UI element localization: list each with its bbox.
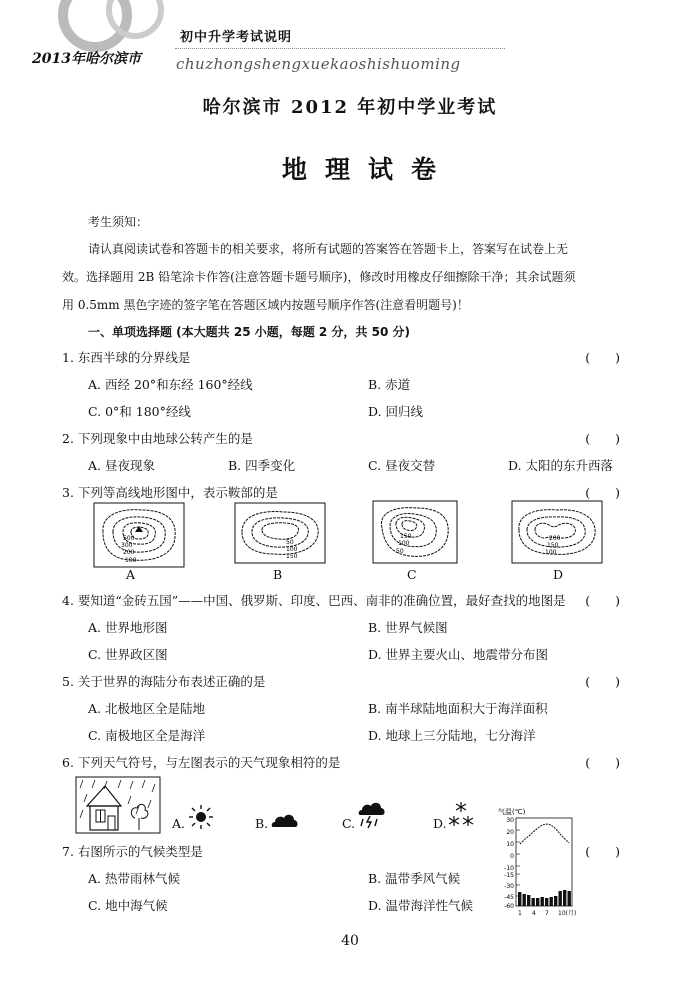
question-1-option-a: A. 西经 20°和东经 160°经线 <box>88 377 253 392</box>
section-heading: 一、单项选择题 (本大题共 25 小题，每题 2 分，共 50 分) <box>88 325 410 339</box>
temp-tick: -10 <box>504 865 514 872</box>
precip-bar <box>527 895 530 906</box>
x-tick: 10(月) <box>558 910 577 917</box>
contour-label: 150 <box>547 542 559 549</box>
contour-map-c <box>372 500 458 564</box>
question-2-option-c: C. 昼夜交替 <box>368 458 436 473</box>
contour-map-d <box>511 500 603 564</box>
contour-label: 100 <box>286 546 298 553</box>
contour-map-a <box>93 502 185 568</box>
notice-heading: 考生须知： <box>88 215 149 229</box>
temp-tick: 10 <box>506 841 514 848</box>
x-tick: 1 <box>518 910 522 917</box>
question-2-stem: 2. 下列现象中由地球公转产生的是 <box>62 431 253 446</box>
contour-label: 50 <box>396 548 404 555</box>
precip-bar <box>518 892 521 906</box>
precip-bar <box>559 891 562 906</box>
contour-label: 300 <box>121 542 133 549</box>
precip-bar <box>563 890 566 906</box>
question-5-option-a: A. 北极地区全是陆地 <box>88 701 205 716</box>
contour-label: 100 <box>125 557 137 564</box>
question-7-answer-paren: ( ) <box>585 844 620 859</box>
question-1-option-b: B. 赤道 <box>368 377 411 392</box>
contour-label: 200 <box>549 535 561 542</box>
precip-tick: -45 <box>504 894 514 901</box>
question-6-option-d: D. <box>433 816 447 831</box>
temperature-line <box>520 824 569 844</box>
header-year-label: 2013年哈尔滨市 <box>32 51 141 67</box>
precip-bar <box>545 898 548 906</box>
question-7-option-a: A. 热带雨林气候 <box>88 871 180 886</box>
header-divider <box>175 48 505 49</box>
question-1-stem: 1. 东西半球的分界线是 <box>62 350 191 365</box>
question-4-stem: 4. 要知道“金砖五国”——中国、俄罗斯、印度、巴西、南非的准确位置，最好查找的地图是 <box>62 593 566 608</box>
question-4-answer-paren: ( ) <box>585 593 620 608</box>
question-6-option-a: A. <box>172 816 186 831</box>
exam-subject: 地理试卷 <box>281 155 454 184</box>
contour-label: 100 <box>398 540 410 547</box>
climate-chart-ylabel: 气温(℃) <box>498 808 526 816</box>
question-2-option-a: A. 昼夜现象 <box>88 458 155 473</box>
question-7-option-d: D. 温带海洋性气候 <box>368 898 474 913</box>
question-7-option-b: B. 温带季风气候 <box>368 871 461 886</box>
question-5-option-d: D. 地球上三分陆地，七分海洋 <box>368 728 536 743</box>
precip-bar <box>568 891 571 906</box>
contour-label: 50 <box>286 539 294 546</box>
question-4-option-b: B. 世界气候图 <box>368 620 448 635</box>
question-2-option-d: D. 太阳的东升西落 <box>508 458 614 473</box>
temp-tick: 0 <box>510 853 514 860</box>
question-3-option-d: D <box>553 567 564 582</box>
header-series-title: 初中升学考试说明 <box>180 30 293 45</box>
precip-bar <box>550 897 553 906</box>
precip-bar <box>541 897 544 906</box>
contour-label: 150 <box>400 533 412 540</box>
question-6-option-b: B. <box>255 816 269 831</box>
precip-bar <box>554 896 557 906</box>
header-pinyin: chuzhongshengxuekaoshishuoming <box>176 55 461 73</box>
x-tick: 7 <box>545 910 549 917</box>
question-5-option-b: B. 南半球陆地面积大于海洋面积 <box>368 701 548 716</box>
question-5-answer-paren: ( ) <box>585 674 620 689</box>
question-3-answer-paren: ( ) <box>585 485 620 500</box>
temp-tick: 20 <box>506 829 514 836</box>
precip-bar <box>532 898 535 906</box>
precip-tick: -60 <box>504 903 514 910</box>
question-3-option-c: C <box>407 567 417 582</box>
question-6-stem: 6. 下列天气符号，与左图表示的天气现象相符的是 <box>62 755 341 770</box>
rainy-house-picture <box>75 776 161 834</box>
notice-line-3: 用 0.5mm 黑色字迹的签字笔在答题区域内按题号顺序作答(注意看明题号)！ <box>62 298 469 312</box>
notice-line-1: 请认真阅读试卷和答题卡的相关要求，将所有试题的答案答在答题卡上，答案写在试卷上无 <box>88 242 569 256</box>
question-2-answer-paren: ( ) <box>585 431 620 446</box>
precip-bar <box>536 898 539 906</box>
question-2-option-b: B. 四季变化 <box>228 458 296 473</box>
question-5-option-c: C. 南极地区全是海洋 <box>88 728 206 743</box>
contour-label: 200 <box>123 549 135 556</box>
contour-label: 500 <box>123 535 135 542</box>
x-tick: 4 <box>532 910 536 917</box>
contour-map-b <box>234 502 326 564</box>
precip-tick: -15 <box>504 872 514 879</box>
question-3-stem: 3. 下列等高线地形图中，表示鞍部的是 <box>62 485 278 500</box>
temp-tick: 30 <box>506 817 514 824</box>
question-1-option-d: D. 回归线 <box>368 404 424 419</box>
exam-title: 哈尔滨市 2012 年初中学业考试 <box>202 97 498 118</box>
question-3-option-b: B <box>273 567 283 582</box>
question-4-option-a: A. 世界地形图 <box>88 620 168 635</box>
thunder-rain-icon <box>357 800 387 832</box>
question-7-stem: 7. 右图所示的气候类型是 <box>62 844 203 859</box>
question-1-option-c: C. 0°和 180°经线 <box>88 404 191 419</box>
question-7-option-c: C. 地中海气候 <box>88 898 168 913</box>
snow-icon <box>448 800 474 832</box>
question-5-stem: 5. 关于世界的海陆分布表述正确的是 <box>62 674 266 689</box>
contour-label: 150 <box>286 553 298 560</box>
page-number: 40 <box>341 933 359 949</box>
question-6-answer-paren: ( ) <box>585 755 620 770</box>
precip-tick: -30 <box>504 883 514 890</box>
question-3-option-a: A <box>126 567 136 582</box>
cloudy-icon <box>270 810 300 830</box>
contour-label: 100 <box>545 549 557 556</box>
question-4-option-d: D. 世界主要火山、地震带分布图 <box>368 647 549 662</box>
notice-line-2: 效。选择题用 2B 铅笔涂卡作答(注意答题卡题号顺序)，修改时用橡皮仔细擦除干净；其余试题须 <box>62 270 576 284</box>
sunny-icon <box>187 804 215 830</box>
question-4-option-c: C. 世界政区图 <box>88 647 168 662</box>
question-6-option-c: C. <box>342 816 356 831</box>
climate-chart <box>490 804 600 922</box>
question-1-answer-paren: ( ) <box>585 350 620 365</box>
precip-bar <box>523 894 526 906</box>
